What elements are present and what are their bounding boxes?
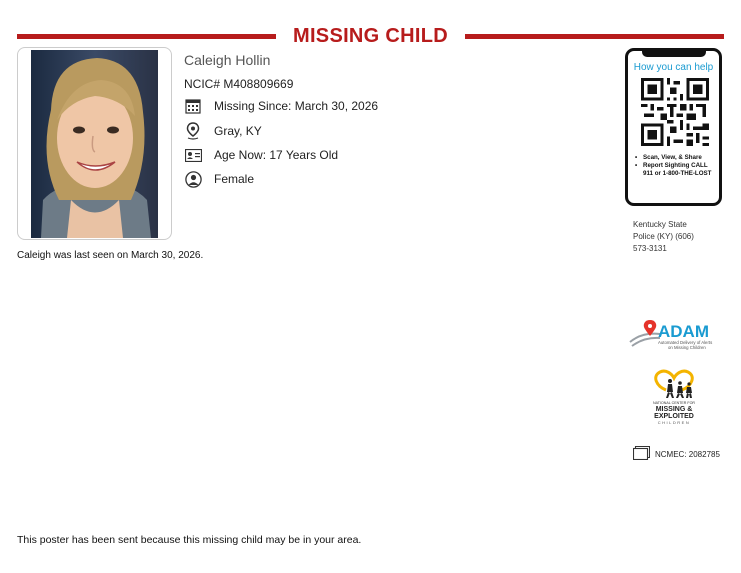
location-text: Gray, KY	[214, 124, 262, 138]
ncmec-line-2: MISSING &	[655, 406, 693, 413]
missing-since-row	[184, 96, 378, 116]
help-step: • Scan, View, & Share	[643, 154, 719, 162]
ncmec-logo	[646, 368, 702, 426]
qr-code[interactable]	[641, 77, 709, 152]
sex-text: Female	[214, 172, 255, 186]
missing-since-text: Missing Since: March 30, 2026	[214, 99, 379, 113]
age-text: Age Now: 17 Years Old	[214, 148, 339, 162]
agency-line: Police (KY) (606)	[633, 232, 694, 241]
case-number-text: NCMEC: 2082785	[655, 449, 720, 459]
sex-row	[184, 169, 254, 189]
ncmec-line-1: NATIONAL CENTER FOR	[653, 401, 695, 405]
ncic-number: NCIC# M408809669	[184, 77, 294, 91]
header-rule-left	[17, 34, 276, 39]
last-seen-text: Caleigh was last seen on March 30, 2026.	[17, 250, 204, 261]
person-icon	[184, 170, 202, 188]
calendar-icon	[184, 97, 202, 115]
header-rule-right	[465, 34, 724, 39]
id-card-icon	[184, 146, 202, 164]
adam-tagline-2: on Missing Children	[668, 345, 706, 350]
child-photo-frame	[17, 47, 172, 240]
agency-line: Kentucky State	[633, 220, 687, 229]
phone-notch	[642, 51, 706, 57]
agency-line: 573-3131	[633, 244, 667, 253]
map-pin-icon	[184, 122, 202, 140]
location-row	[184, 121, 262, 141]
child-photo	[31, 50, 158, 238]
help-card	[625, 48, 722, 206]
poster-header	[17, 24, 724, 48]
adam-tagline-1: Automated Delivery of Alerts	[658, 340, 713, 345]
help-step: • Report Sighting CALL 911 or 1-800-THE-LOST	[643, 162, 719, 178]
poster-title: MISSING CHILD	[292, 25, 448, 47]
adam-wordmark: ADAM	[658, 322, 709, 341]
ncmec-line-3: EXPLOITED	[654, 413, 694, 420]
help-steps-list	[631, 154, 719, 178]
age-row	[184, 145, 338, 165]
agency-contact	[633, 219, 728, 255]
ncmec-line-4: CHILDREN	[657, 420, 691, 425]
footer-note: This poster has been sent because this missing child may be in your area.	[17, 534, 362, 546]
child-name: Caleigh Hollin	[184, 52, 271, 68]
help-card-title: How you can help	[633, 62, 714, 73]
case-number-row	[633, 446, 720, 462]
adam-logo	[628, 318, 720, 354]
folder-icon	[633, 446, 650, 462]
